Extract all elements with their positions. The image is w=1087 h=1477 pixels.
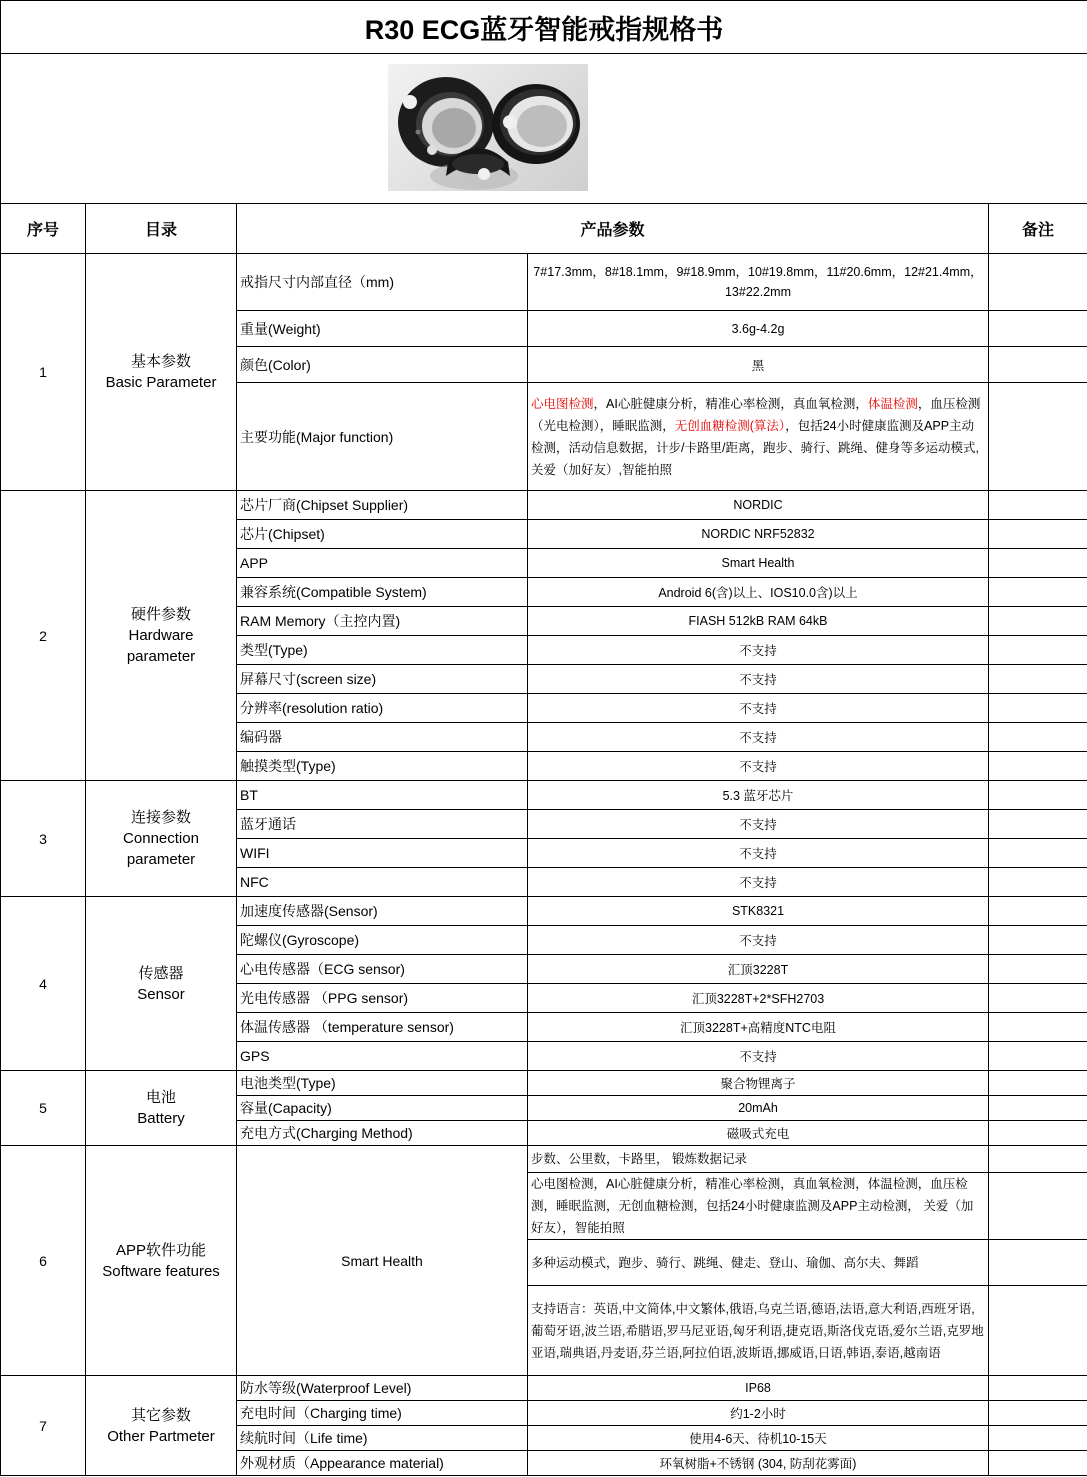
param-label: 重量(Weight) [237, 311, 528, 347]
page-title: R30 ECG蓝牙智能戒指规格书 [1, 1, 1087, 54]
param-label: 电池类型(Type) [237, 1071, 528, 1096]
param-value: 约1-2小时 [528, 1401, 989, 1426]
param-value: FIASH 512kB RAM 64kB [528, 607, 989, 636]
note-cell [989, 723, 1087, 752]
param-label: 颜色(Color) [237, 347, 528, 383]
app-name: Smart Health [237, 1146, 528, 1376]
note-cell [989, 1071, 1087, 1096]
section-category: 连接参数 Connection parameter [86, 781, 237, 897]
header-notes: 备注 [989, 204, 1087, 254]
param-value: 20mAh [528, 1096, 989, 1121]
note-cell [989, 1451, 1087, 1476]
table-row [1, 1376, 1087, 1401]
note-cell [989, 839, 1087, 868]
note-cell [989, 984, 1087, 1013]
section-number: 2 [1, 491, 86, 781]
section-number: 1 [1, 254, 86, 491]
note-cell [989, 254, 1087, 311]
header-params: 产品参数 [237, 204, 989, 254]
section-category: 硬件参数 Hardware parameter [86, 491, 237, 781]
param-label: 芯片(Chipset) [237, 520, 528, 549]
param-value: IP68 [528, 1376, 989, 1401]
param-label: 屏幕尺寸(screen size) [237, 665, 528, 694]
table-row [1, 1146, 1087, 1173]
photo-row [1, 54, 1087, 204]
param-value: 7#17.3mm，8#18.1mm，9#18.9mm，10#19.8mm，11#20.6mm，12#21.4mm，13#22.2mm [528, 254, 989, 311]
param-value: 使用4-6天、待机10-15天 [528, 1426, 989, 1451]
note-cell [989, 868, 1087, 897]
param-label: 充电方式(Charging Method) [237, 1121, 528, 1146]
param-label: 加速度传感器(Sensor) [237, 897, 528, 926]
param-value: 不支持 [528, 839, 989, 868]
major-function-value: 心电图检测，AI心脏健康分析，精准心率检测，真血氧检测，体温检测，血压检测（光电检测），睡眠监测，无创血糖检测(算法），包括24小时健康监测及APP主动检测，活动信息数据，计步/卡路里/距离，跑步、骑行、跳绳、健身等多运动模式,关爱（加好友）,智能拍照 [528, 383, 989, 491]
note-cell [989, 926, 1087, 955]
param-value: 不支持 [528, 868, 989, 897]
param-label: 触摸类型(Type) [237, 752, 528, 781]
note-cell [989, 1146, 1087, 1173]
param-label: 容量(Capacity) [237, 1096, 528, 1121]
param-label: 陀螺仪(Gyroscope) [237, 926, 528, 955]
param-value: STK8321 [528, 897, 989, 926]
note-cell [989, 347, 1087, 383]
param-label: WIFI [237, 839, 528, 868]
note-cell [989, 491, 1087, 520]
note-cell [989, 752, 1087, 781]
param-value: Smart Health [528, 549, 989, 578]
feature-value: 多种运动模式，跑步、骑行、跳绳、健走、登山、瑜伽、高尔夫、舞蹈 [528, 1240, 989, 1286]
param-label: 戒指尺寸内部直径（mm) [237, 254, 528, 311]
param-label: 光电传感器 （PPG sensor) [237, 984, 528, 1013]
param-label: 体温传感器 （temperature sensor) [237, 1013, 528, 1042]
note-cell [989, 665, 1087, 694]
note-cell [989, 1376, 1087, 1401]
section-number: 6 [1, 1146, 86, 1376]
table-row [1, 491, 1087, 520]
param-value: 磁吸式充电 [528, 1121, 989, 1146]
param-value: 汇顶3228T+高精度NTC电阻 [528, 1013, 989, 1042]
param-value: NORDIC NRF52832 [528, 520, 989, 549]
param-value: 5.3 蓝牙芯片 [528, 781, 989, 810]
ring-illustration [388, 64, 588, 191]
param-value: 汇顶3228T [528, 955, 989, 984]
title-row [1, 1, 1087, 54]
feature-value: 心电图检测，AI心脏健康分析，精准心率检测，真血氧检测，体温检测，血压检测，睡眠监测，无创血糖检测，包括24小时健康监测及APP主动检测， 关爱（加好友），智能拍照 [528, 1173, 989, 1240]
product-photo [388, 64, 588, 191]
note-cell [989, 607, 1087, 636]
note-cell [989, 1286, 1087, 1376]
table-row [1, 1071, 1087, 1096]
note-cell [989, 578, 1087, 607]
param-value: 不支持 [528, 810, 989, 839]
header-row [1, 204, 1087, 254]
section-number: 7 [1, 1376, 86, 1476]
param-label: RAM Memory（主控内置) [237, 607, 528, 636]
param-label: 芯片厂商(Chipset Supplier) [237, 491, 528, 520]
param-value: 不支持 [528, 1042, 989, 1071]
header-category: 目录 [86, 204, 237, 254]
table-row [1, 897, 1087, 926]
section-number: 4 [1, 897, 86, 1071]
note-cell [989, 1240, 1087, 1286]
note-cell [989, 1401, 1087, 1426]
section-number: 5 [1, 1071, 86, 1146]
param-value: 不支持 [528, 665, 989, 694]
param-label: 兼容系统(Compatible System) [237, 578, 528, 607]
param-value: 不支持 [528, 636, 989, 665]
param-label: 主要功能(Major function) [237, 383, 528, 491]
feature-value: 步数、公里数，卡路里， 锻炼数据记录 [528, 1146, 989, 1173]
section-category: APP软件功能 Software features [86, 1146, 237, 1376]
note-cell [989, 694, 1087, 723]
note-cell [989, 1173, 1087, 1240]
param-value: 汇顶3228T+2*SFH2703 [528, 984, 989, 1013]
note-cell [989, 520, 1087, 549]
note-cell [989, 897, 1087, 926]
param-label: 编码器 [237, 723, 528, 752]
note-cell [989, 549, 1087, 578]
param-label: APP [237, 549, 528, 578]
note-cell [989, 781, 1087, 810]
param-value: Android 6(含)以上、IOS10.0含)以上 [528, 578, 989, 607]
param-label: 心电传感器（ECG sensor) [237, 955, 528, 984]
section-number: 3 [1, 781, 86, 897]
note-cell [989, 1121, 1087, 1146]
param-value: 3.6g-4.2g [528, 311, 989, 347]
note-cell [989, 636, 1087, 665]
note-cell [989, 955, 1087, 984]
table-row [1, 254, 1087, 311]
param-label: NFC [237, 868, 528, 897]
section-category: 其它参数 Other Partmeter [86, 1376, 237, 1476]
note-cell [989, 1042, 1087, 1071]
note-cell [989, 1096, 1087, 1121]
param-label: 类型(Type) [237, 636, 528, 665]
section-category: 电池 Battery [86, 1071, 237, 1146]
param-value: 不支持 [528, 694, 989, 723]
note-cell [989, 311, 1087, 347]
param-value: NORDIC [528, 491, 989, 520]
note-cell [989, 1013, 1087, 1042]
param-value: 聚合物锂离子 [528, 1071, 989, 1096]
param-value: 环氧树脂+不锈钢 (304, 防刮花雾面) [528, 1451, 989, 1476]
param-label: 分辨率(resolution ratio) [237, 694, 528, 723]
param-label: 续航时间（Life time) [237, 1426, 528, 1451]
param-label: GPS [237, 1042, 528, 1071]
language-list: 支持语言：英语,中文简体,中文繁体,俄语,乌克兰语,德语,法语,意大利语,西班牙语,葡萄牙语,波兰语,希腊语,罗马尼亚语,匈牙利语,捷克语,斯洛伐克语,爱尔兰语,克罗地亚语,瑞典语,丹麦语,芬兰语,阿拉伯语,波斯语,挪威语,日语,韩语,泰语,越南语 [528, 1286, 989, 1376]
table-row [1, 781, 1087, 810]
note-cell [989, 383, 1087, 491]
header-no: 序号 [1, 204, 86, 254]
param-label: 外观材质（Appearance material) [237, 1451, 528, 1476]
param-value: 黑 [528, 347, 989, 383]
param-label: 充电时间（Charging time) [237, 1401, 528, 1426]
param-value: 不支持 [528, 926, 989, 955]
param-value: 不支持 [528, 752, 989, 781]
note-cell [989, 810, 1087, 839]
section-category: 基本参数 Basic Parameter [86, 254, 237, 491]
section-category: 传感器 Sensor [86, 897, 237, 1071]
note-cell [989, 1426, 1087, 1451]
param-label: BT [237, 781, 528, 810]
param-label: 防水等级(Waterproof Level) [237, 1376, 528, 1401]
param-label: 蓝牙通话 [237, 810, 528, 839]
param-value: 不支持 [528, 723, 989, 752]
